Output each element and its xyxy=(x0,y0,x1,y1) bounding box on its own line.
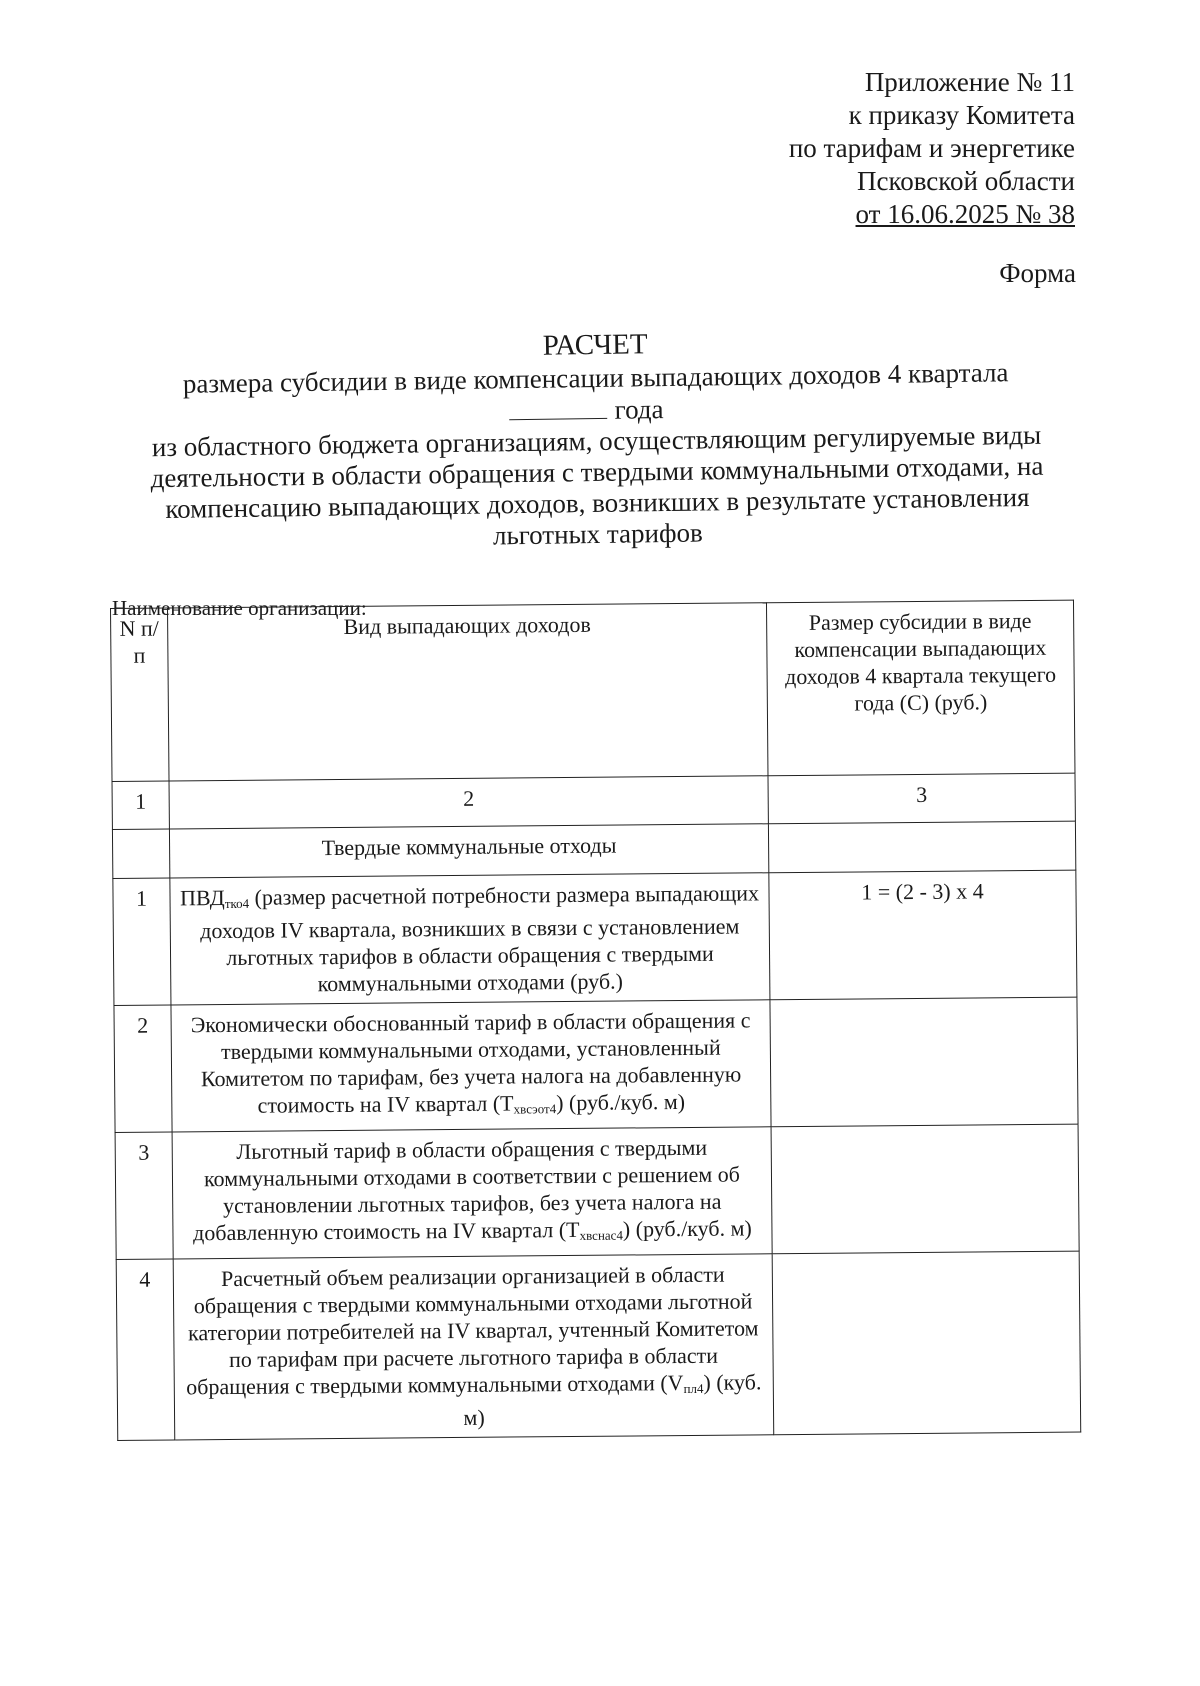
calculation-table-wrapper xyxy=(110,600,1081,1441)
row-subscript: тко4 xyxy=(224,895,250,912)
title-line-1: размера субсидии в виде компенсации выпадающих доходов 4 квартала xyxy=(182,357,1009,399)
row-subscript: хвсэот4 xyxy=(513,1101,557,1117)
year-blank-field xyxy=(508,394,606,420)
row-description: Экономически обоснованный тариф в области обращения с твердыми коммунальными отходами, установленный Комитетом по тарифам, без учета налога на добавленную стоимость на IV квартал $(Т_{хвсэот4})$ (руб./куб. м) xyxy=(171,1000,771,1132)
calculation-table xyxy=(110,600,1081,1441)
row-subscript: хвснас4 xyxy=(579,1227,623,1243)
organization-label: Наименование организации: xyxy=(112,596,367,620)
appendix-region: Псковской области xyxy=(856,166,1075,196)
column-number-2: 2 xyxy=(169,776,768,829)
table-row xyxy=(114,997,1078,1132)
row-value: 1 = (2 - 3) x 4 xyxy=(769,870,1077,1000)
column-number-row xyxy=(112,773,1075,829)
row-value xyxy=(770,997,1078,1127)
table-header-row xyxy=(111,600,1075,781)
header-number: N п/п xyxy=(111,608,170,781)
row-description: $ПВД_{тко4}$ (размер расчетной потребности размера выпадающих доходов IV квартала, возникших в связи с установлением льготных тарифов в области обращения с твердыми коммунальными отходами (руб.) xyxy=(170,873,770,1005)
title-line-3: из областного бюджета организациям, осуществляющим регулируемые виды xyxy=(151,419,1042,463)
header-subsidy-amount: Размер субсидии в виде компенсации выпадающих доходов 4 квартала текущего года (С) (руб.) xyxy=(766,600,1074,776)
document-title xyxy=(120,323,1073,556)
form-label: Форма xyxy=(999,258,1076,288)
table-row xyxy=(113,870,1077,1005)
row-value xyxy=(771,1124,1079,1254)
section-row xyxy=(112,821,1075,878)
header-income-type: Вид выпадающих доходов xyxy=(168,603,768,781)
row-subscript: пл4 xyxy=(683,1380,704,1397)
appendix-committee: по тарифам и энергетике xyxy=(788,133,1075,163)
appendix-date: от 16.06.2025 № 38 xyxy=(855,199,1075,229)
appendix-number: Приложение № 11 xyxy=(864,67,1075,97)
row-number: 1 xyxy=(113,878,171,1005)
title-line-4: деятельности в области обращения с твердыми коммунальными отходами, на xyxy=(150,450,1044,494)
row-description: Льготный тариф в области обращения с твердыми коммунальными отходами в соответствии с решением об установлении льготных тарифов, без учета налога на добавленную стоимость на IV квартал $(Т_{хвснас4})$ (руб./куб. м) xyxy=(172,1127,772,1259)
table-row xyxy=(115,1124,1079,1259)
appendix-order-ref: к приказу Комитета xyxy=(848,100,1075,130)
title-year-suffix: года xyxy=(614,394,664,425)
column-number-1: 1 xyxy=(112,781,169,829)
row-number: 4 xyxy=(116,1259,175,1440)
title-line-6: льготных тарифов xyxy=(492,517,703,551)
row-value xyxy=(772,1251,1081,1435)
table-row xyxy=(116,1251,1081,1440)
title-main: РАСЧЕТ xyxy=(542,328,648,362)
row-number: 2 xyxy=(114,1005,172,1132)
row-number: 3 xyxy=(115,1132,173,1259)
title-line-5: компенсацию выпадающих доходов, возникших в результате установления xyxy=(165,481,1030,525)
column-number-3: 3 xyxy=(768,773,1075,824)
appendix-header xyxy=(555,66,1075,231)
section-title: Твердые коммунальные отходы xyxy=(169,824,768,878)
row-description: Расчетный объем реализации организацией в области обращения с твердыми коммунальными отходами льготной категории потребителей на IV квартал, учтенный Комитетом по тарифам при расчете льготного тарифа в области обращения с твердыми коммунальными отходами $(V_{пл4})$ (куб. м) xyxy=(173,1254,774,1440)
